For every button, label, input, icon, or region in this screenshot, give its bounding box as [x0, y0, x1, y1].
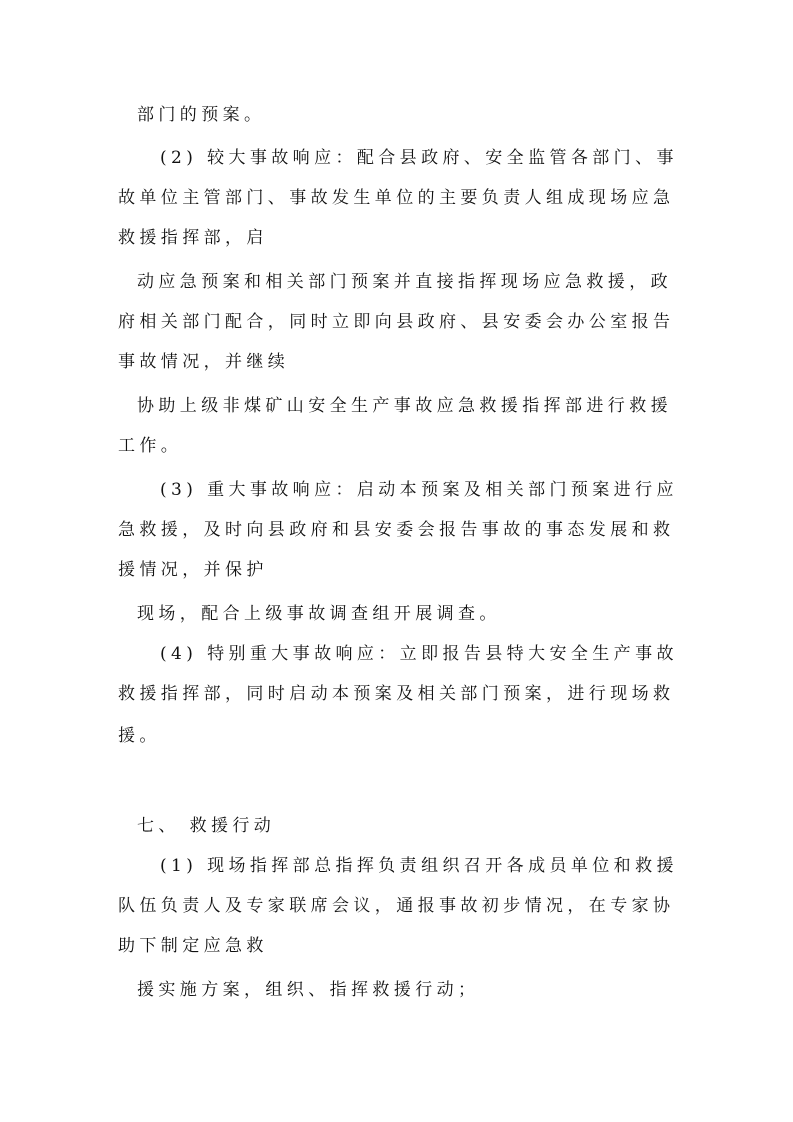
- text-line: 府相关部门配合，同时立即向县政府、县安委会办公室报告: [118, 312, 675, 332]
- paragraph-first-line: (3) 重大事故响应：启动本预案及相关部门预案进行应: [160, 480, 678, 500]
- paragraph-first-line: (1) 现场指挥部总指挥负责组织召开各成员单位和救援: [160, 856, 678, 876]
- text-line: 事故情况，并继续: [118, 352, 290, 372]
- text-line: 助下制定应急救: [118, 936, 268, 956]
- text-line: 部门的预案。: [137, 105, 266, 125]
- paragraph-first-line: (4) 特别重大事故响应：立即报告县特大安全生产事故: [160, 644, 678, 664]
- text-line: 援实施方案，组织、指挥救援行动；: [137, 980, 480, 1000]
- paragraph-first-line: (2) 较大事故响应：配合县政府、安全监管各部门、事: [160, 148, 678, 168]
- text-line: 援情况，并保护: [118, 560, 268, 580]
- text-line: 动应急预案和相关部门预案并直接指挥现场应急救援，政: [137, 272, 672, 292]
- text-line: 工作。: [118, 436, 183, 456]
- text-line: 故单位主管部门、事故发生单位的主要负责人组成现场应急: [118, 188, 675, 208]
- text-line: 援。: [118, 726, 161, 746]
- text-line: 急救援，及时向县政府和县安委会报告事故的事态发展和救: [118, 520, 675, 540]
- text-line: 协助上级非煤矿山安全生产事故应急救援指挥部进行救援: [137, 396, 672, 416]
- text-line: 现场，配合上级事故调查组开展调查。: [137, 604, 501, 624]
- text-line: 救援指挥部，启: [118, 228, 268, 248]
- text-line: 队伍负责人及专家联席会议，通报事故初步情况，在专家协: [118, 896, 675, 916]
- text-line: 救援指挥部，同时启动本预案及相关部门预案，进行现场救: [118, 684, 675, 704]
- section-heading: 七、 救援行动: [137, 816, 276, 836]
